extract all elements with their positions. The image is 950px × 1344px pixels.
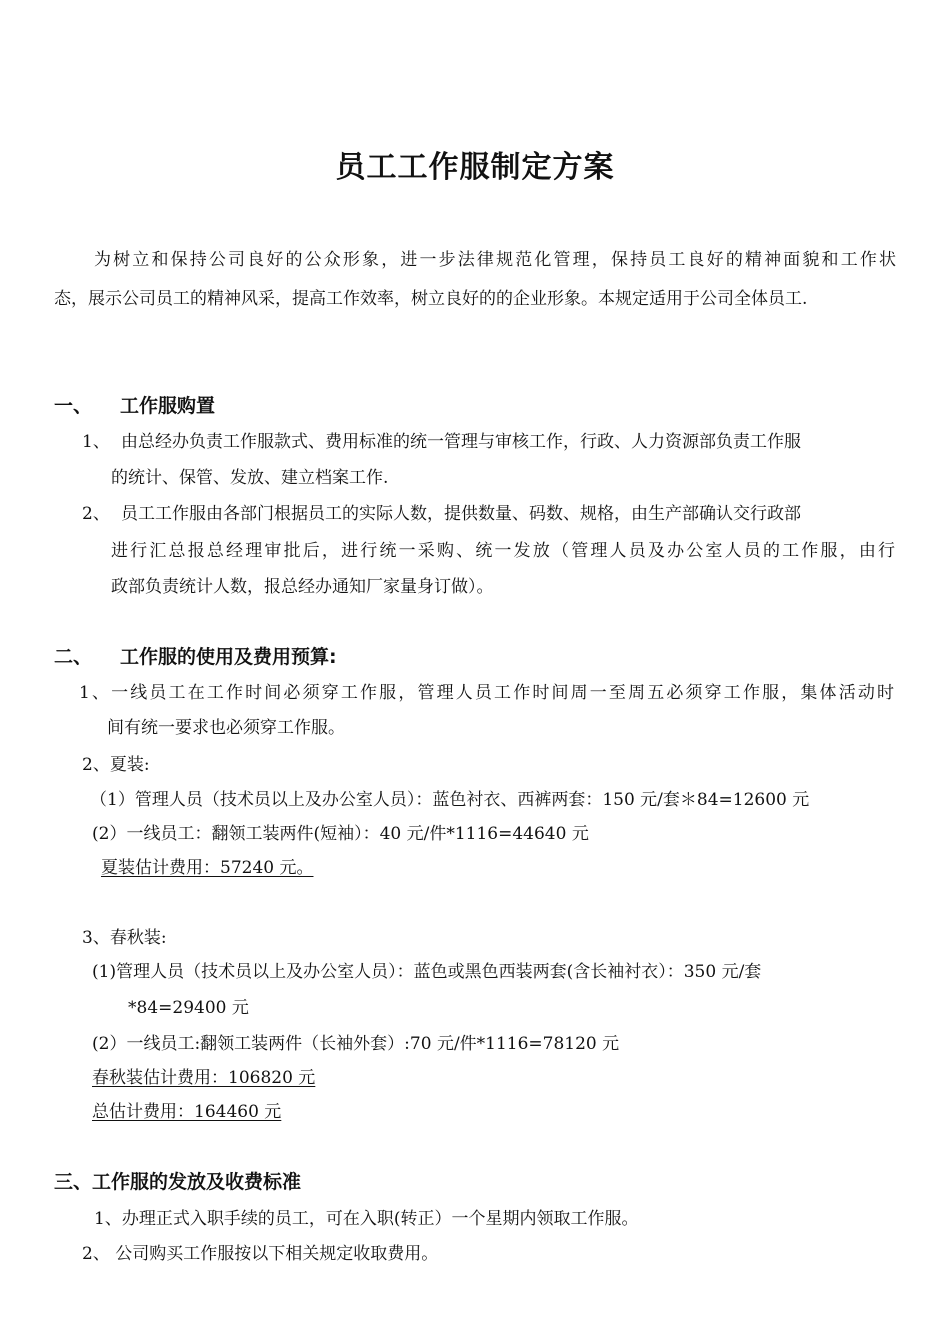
- spring-autumn-heading: 3、春秋装:: [82, 928, 167, 948]
- summer-heading: 2、夏装:: [82, 755, 150, 775]
- section-2-heading: [54, 645, 337, 669]
- section-1-title: 工作服购置: [120, 395, 216, 417]
- summer-total: 夏装估计费用：57240 元。: [101, 858, 314, 878]
- section-1-item-1-line-2: 的统计、保管、发放、建立档案工作.: [111, 468, 389, 488]
- section-1-item-2-line-1: 员工工作服由各部门根据员工的实际人数，提供数量、码数、规格，由生产部确认交行政部: [121, 504, 801, 524]
- intro-line-2: 态，展示公司员工的精神风采，提高工作效率，树立良好的的企业形象。本规定适用于公司全体员工.: [54, 289, 808, 309]
- spring-autumn-total: 春秋装估计费用：106820 元: [92, 1068, 316, 1088]
- section-3-heading: 三、工作服的发放及收费标准: [54, 1171, 302, 1193]
- grand-total: 总估计费用：164460 元: [92, 1102, 282, 1122]
- section-2-item-1-line-1: 1、一线员工在工作时间必须穿工作服，管理人员工作时间周一至周五必须穿工作服，集体活动时: [79, 683, 894, 703]
- section-2-title: 工作服的使用及费用预算:: [120, 646, 337, 668]
- spring-autumn-line-1: (1)管理人员（技术员以上及办公室人员）：蓝色或黑色西装两套(含长袖衬衣）：350 元/套: [92, 962, 762, 982]
- section-1-item-1-number: 1、: [82, 432, 110, 452]
- section-1-item-2-number: 2、: [82, 504, 110, 524]
- section-1-item-2-line-2: 进行汇总报总经理审批后，进行统一采购、统一发放（管理人员及办公室人员的工作服，由行: [111, 541, 895, 561]
- spring-autumn-line-2: (2）一线员工:翻领工装两件（长袖外套）:70 元/件*1116=78120 元: [92, 1034, 620, 1054]
- summer-line-1: （1）管理人员（技术员以上及办公室人员）：蓝色衬衣、西裤两套：150 元/套＊84=12600 元: [90, 790, 810, 810]
- intro-line-1: 为树立和保持公司良好的公众形象，进一步法律规范化管理，保持员工良好的精神面貌和工作状: [94, 250, 896, 270]
- section-2-item-1-line-2: 间有统一要求也必须穿工作服。: [107, 718, 345, 738]
- section-3-item-1: 1、办理正式入职手续的员工，可在入职(转正）一个星期内领取工作服。: [94, 1209, 639, 1229]
- section-1-item-1-line-1: 由总经办负责工作服款式、费用标准的统一管理与审核工作，行政、人力资源部负责工作服: [121, 432, 801, 452]
- spring-autumn-line-1b: *84=29400 元: [128, 998, 249, 1018]
- summer-line-2: (2）一线员工：翻领工装两件(短袖）：40 元/件*1116=44640 元: [92, 824, 589, 844]
- section-2-number: 二、: [54, 646, 93, 668]
- section-1-heading: [54, 394, 215, 418]
- section-3-item-2: 2、 公司购买工作服按以下相关规定收取费用。: [82, 1244, 439, 1264]
- section-1-item-2-line-3: 政部负责统计人数，报总经办通知厂家量身订做）。: [111, 577, 494, 597]
- document-title: 员工工作服制定方案: [335, 150, 615, 185]
- section-1-number: 一、: [54, 395, 93, 417]
